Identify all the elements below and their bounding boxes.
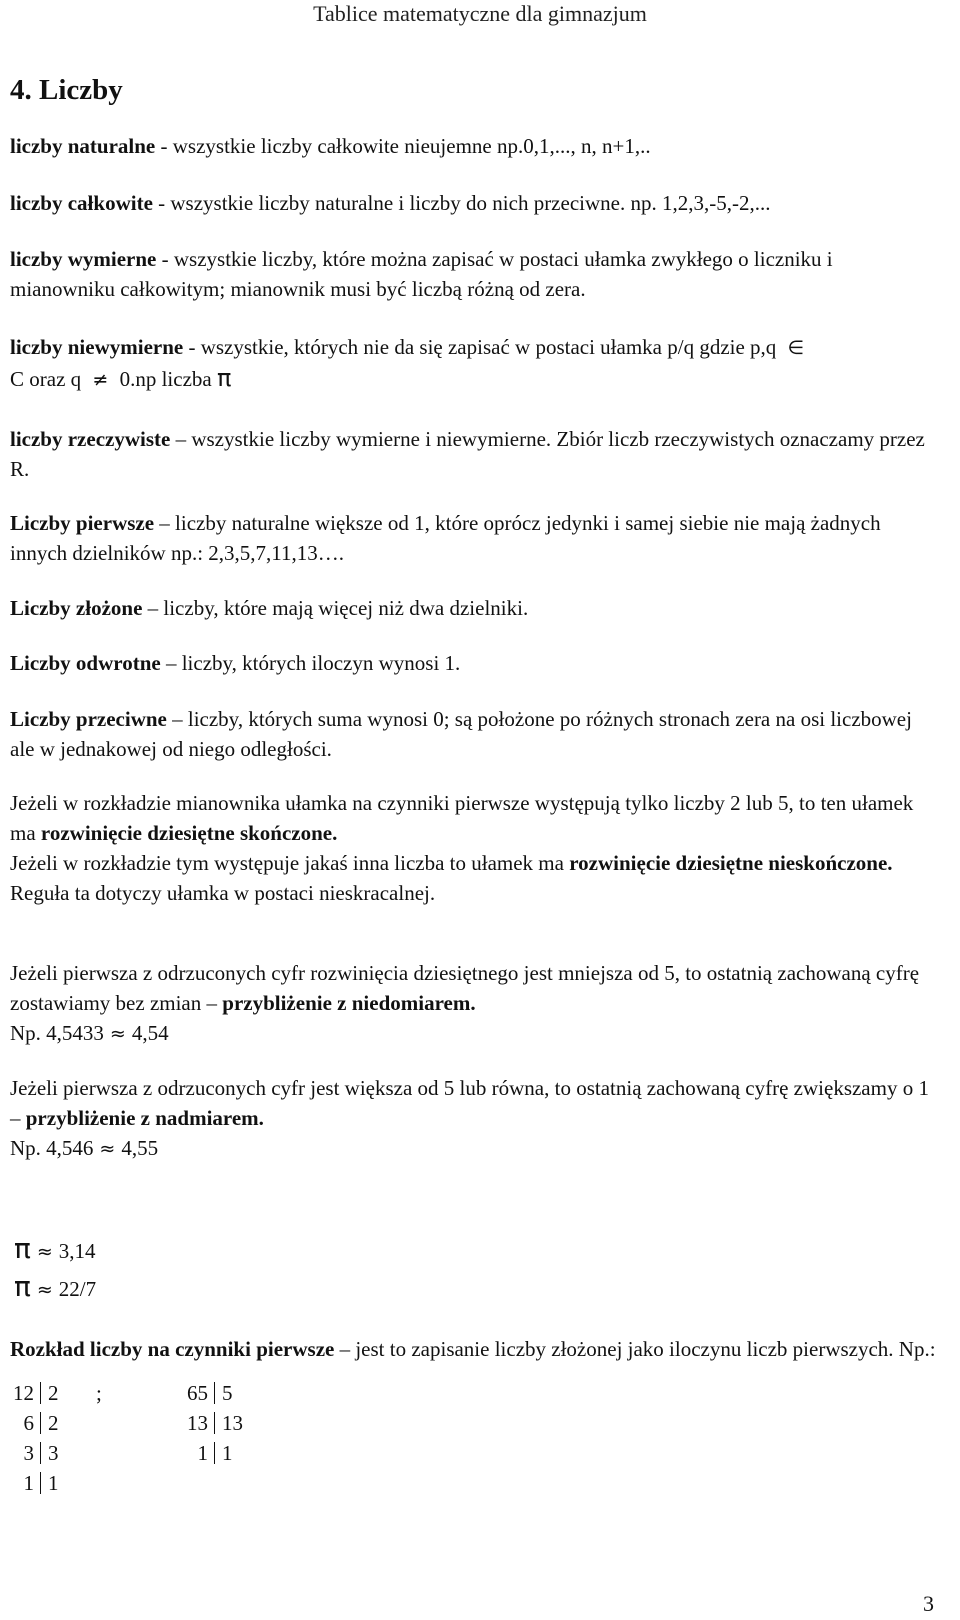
factor-row <box>6 1408 78 1438</box>
pi-approx-fraction <box>14 1270 96 1307</box>
definition: - wszystkie liczby, które można zapisać w postaci ułamka zwykłego o liczniku i mianowniku całkowitym; mianownik musi być liczbą różną od zera. <box>10 247 833 301</box>
page-number: 3 <box>923 1591 934 1616</box>
term: Liczby odwrotne <box>10 651 161 675</box>
factorization-12 <box>6 1378 78 1498</box>
term: liczby niewymierne <box>10 335 184 359</box>
def-liczby-zlozone <box>10 593 940 623</box>
factor: 5 <box>222 1381 233 1405</box>
term: Liczby złożone <box>10 596 143 620</box>
example-left: Np. 4,546 <box>10 1136 94 1160</box>
divider-bar <box>34 1408 48 1438</box>
factor: 2 <box>48 1411 59 1435</box>
example-right: 4,55 <box>121 1136 159 1160</box>
dividend: 1 <box>23 1471 34 1495</box>
example-left: Np. 4,5433 <box>10 1021 104 1045</box>
term: liczby rzeczywiste <box>10 427 171 451</box>
dividend: 12 <box>13 1381 34 1405</box>
definition: – liczby, których iloczyn wynosi 1. <box>160 651 461 675</box>
def-liczby-naturalne <box>10 131 940 161</box>
definition: – liczby, których suma wynosi 0; są położone po różnych stronach zera na osi liczbowej ale w jednakowej od niego odległości. <box>10 707 912 761</box>
text: Jeżeli pierwsza z odrzuconych cyfr jest większa od 5 lub równa, to ostatnią zachowaną cyfrę zwiększamy o 1 – <box>10 1076 929 1130</box>
section-title: 4. Liczby <box>10 74 123 106</box>
approx-symbol: ≈ <box>109 1023 126 1045</box>
term: Liczby pierwsze <box>10 511 155 535</box>
rozwiniecie-dziesietne <box>10 788 940 908</box>
term: rozwinięcie dziesiętne skończone. <box>40 821 338 845</box>
divider-bar <box>208 1438 222 1468</box>
factorization-65 <box>180 1378 252 1468</box>
term: przybliżenie z niedomiarem. <box>222 991 476 1015</box>
factor: 2 <box>48 1381 59 1405</box>
def-liczby-odwrotne <box>10 648 940 678</box>
approx-symbol: ≈ <box>99 1138 116 1160</box>
factorization-separator: ; <box>96 1381 102 1405</box>
dividend: 13 <box>187 1411 208 1435</box>
def-liczby-wymierne <box>10 244 940 304</box>
pi-symbol: π <box>14 1270 31 1303</box>
dividend: 3 <box>23 1441 34 1465</box>
factor-row <box>6 1468 78 1498</box>
term: rozwinięcie dziesiętne nieskończone. <box>569 851 893 875</box>
factor: 3 <box>48 1441 59 1465</box>
def-liczby-rzeczywiste <box>10 424 940 484</box>
divider-bar <box>208 1378 222 1408</box>
def-liczby-calkowite <box>10 188 940 218</box>
definition: - wszystkie liczby naturalne i liczby do nich przeciwne. np. 1,2,3,-5,-2,... <box>152 191 771 215</box>
divider-bar <box>208 1408 222 1438</box>
def-liczby-niewymierne <box>10 332 940 395</box>
factor: 1 <box>222 1441 233 1465</box>
factor-row <box>180 1378 252 1408</box>
divider-bar <box>34 1468 48 1498</box>
dividend: 6 <box>23 1411 34 1435</box>
text: Jeżeli w rozkładzie mianownika ułamka na czynniki pierwsze występują tylko liczby 2 lub 5, to ten ułamek ma <box>10 791 914 845</box>
factor-row <box>180 1408 252 1438</box>
factor: 1 <box>48 1471 59 1495</box>
dividend: 65 <box>187 1381 208 1405</box>
divider-bar <box>34 1378 48 1408</box>
definition-part: - wszystkie, których nie da się zapisać w postaci ułamka p/q gdzie p,q <box>183 335 782 359</box>
text: Reguła ta dotyczy ułamka w postaci nieskracalnej. <box>10 881 436 905</box>
definition-part: C oraz q <box>10 367 87 391</box>
term: liczby całkowite <box>10 191 153 215</box>
term: przybliżenie z nadmiarem. <box>25 1106 264 1130</box>
term: Rozkład liczby na czynniki pierwsze <box>10 1337 335 1361</box>
element-of-symbol: ∈ <box>787 337 805 359</box>
definition: - wszystkie liczby całkowite nieujemne np.0,1,..., n, n+1,.. <box>155 134 651 158</box>
not-equal-symbol: ≠ <box>92 369 109 391</box>
pi-value: 22/7 <box>58 1277 97 1301</box>
example-right: 4,54 <box>131 1021 169 1045</box>
page-header: Tablice matematyczne dla gimnazjum <box>313 1 647 26</box>
text: Jeżeli pierwsza z odrzuconych cyfr rozwinięcia dziesiętnego jest mniejsza od 5, to ostatnią zachowaną cyfrę zostawiamy bez zmian – <box>10 961 920 1015</box>
definition: – liczby naturalne większe od 1, które oprócz jedynki i samej siebie nie mają żadnych innych dzielników np.: 2,3,5,7,11,13…. <box>10 511 881 565</box>
definition: – liczby, które mają więcej niż dwa dzielniki. <box>142 596 529 620</box>
pi-symbol: π <box>14 1232 31 1265</box>
approx-symbol: ≈ <box>36 1241 53 1263</box>
definition: – wszystkie liczby wymierne i niewymierne. Zbiór liczb rzeczywistych oznaczamy przez R. <box>10 427 925 481</box>
definition: – jest to zapisanie liczby złożonej jako iloczynu liczb pierwszych. Np.: <box>334 1337 936 1361</box>
definition-part: 0.np liczba <box>114 367 217 391</box>
def-rozklad-na-czynniki <box>10 1334 940 1364</box>
def-liczby-przeciwne <box>10 704 940 764</box>
divider-bar <box>34 1438 48 1468</box>
def-liczby-pierwsze <box>10 508 940 568</box>
dividend: 1 <box>197 1441 208 1465</box>
przyblizenie-niedomiar <box>10 958 940 1049</box>
factor-row <box>6 1438 78 1468</box>
pi-value: 3,14 <box>58 1239 96 1263</box>
factor: 13 <box>222 1411 243 1435</box>
pi-symbol: π <box>216 364 232 392</box>
factor-row <box>6 1378 78 1408</box>
text: Jeżeli w rozkładzie tym występuje jakaś inna liczba to ułamek ma <box>10 851 570 875</box>
factor-row <box>180 1438 252 1468</box>
approx-symbol: ≈ <box>36 1279 53 1301</box>
term: liczby wymierne <box>10 247 157 271</box>
pi-approx-decimal <box>14 1232 96 1269</box>
przyblizenie-nadmiar <box>10 1073 940 1164</box>
term: Liczby przeciwne <box>10 707 167 731</box>
term: liczby naturalne <box>10 134 156 158</box>
